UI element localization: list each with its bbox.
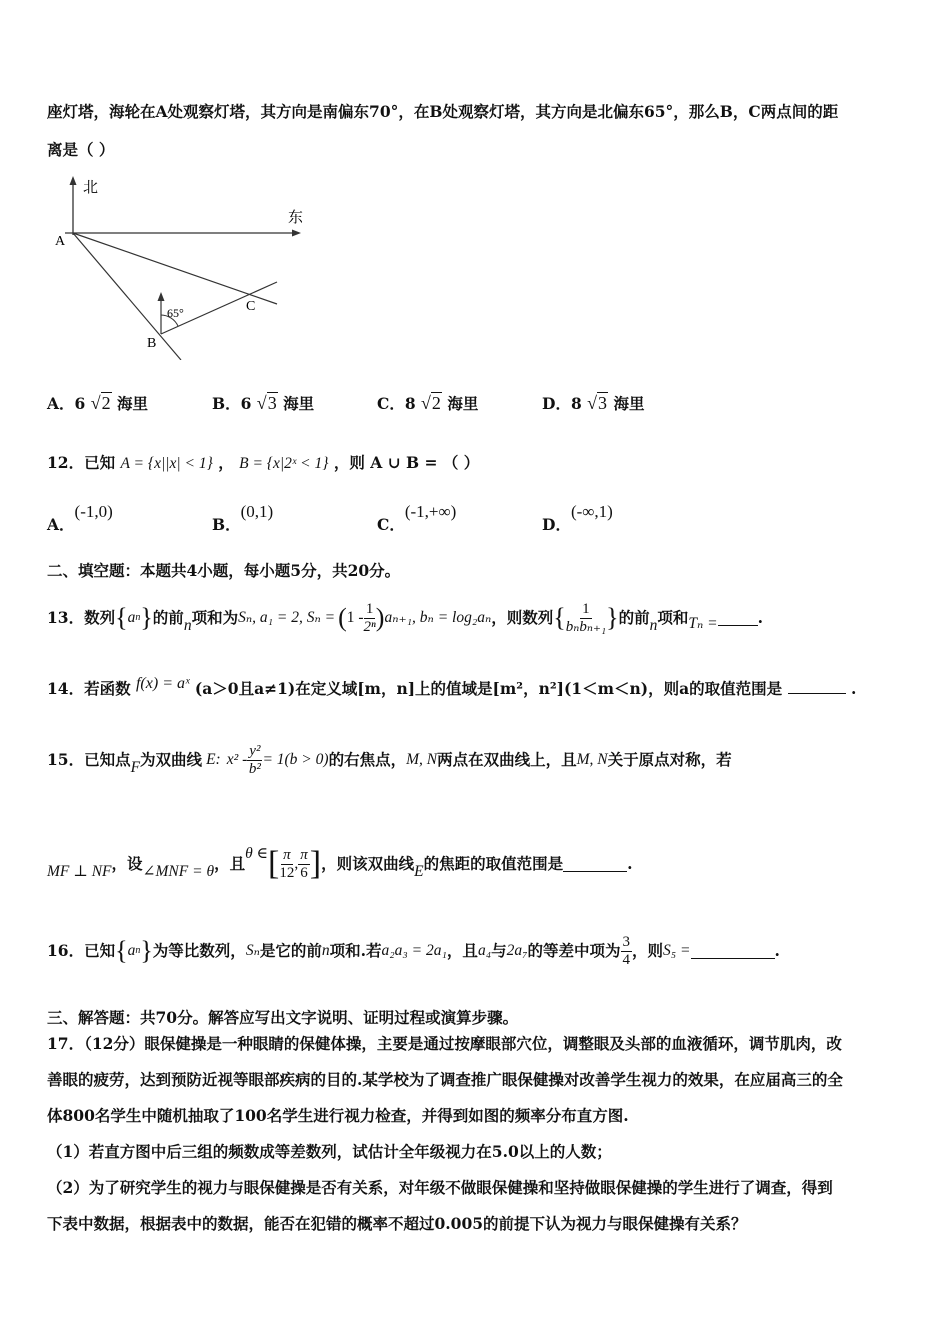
q12-option-c: C．(-1,+∞) (377, 502, 457, 534)
set-a: A = {x||x| < 1} (120, 455, 213, 472)
angle-label: 65° (167, 306, 184, 320)
fraction: $\frac{3}{4}$ (622, 933, 630, 968)
q11-figure (45, 170, 315, 360)
q17-line1: 17．（12分）眼保健操是一种眼睛的保健体操，主要是通过按摩眼部穴位，调整眼及头部的血液循环，调节肌肉，改 (47, 1034, 842, 1053)
q11-option-b: B．6 √3 海里 (212, 393, 315, 413)
east-label: 东 (288, 210, 304, 226)
q17-line3: 体800名学生中随机抽取了100名学生进行视力检查，并得到如图的频率分布直方图. (47, 1106, 629, 1125)
q11-option-a: A．6 √2 海里 (47, 393, 149, 413)
q13-stem: 13．数列 { a n } 的前 n 项和为 Sₙ, a₁ = 2, Sₙ = ( 1 - $\frac{1}{\text{2ⁿ}}$ ) aₙ₊₁, bₙ = log₂aₙ ，则数列 { $\frac{1}{\text{bₙbₙ₊₁}}$ } 的前 n 项和 Tₙ = . (47, 600, 763, 635)
fraction: $\frac{\pi}{12}$ (279, 846, 295, 881)
sqrt-symbol: √2 (421, 393, 441, 413)
answer-blank[interactable] (691, 944, 775, 959)
q12-option-a: A．(-1,0) (47, 502, 113, 534)
east-arrow (292, 230, 301, 237)
answer-blank[interactable] (563, 857, 627, 872)
answer-blank[interactable] (718, 611, 758, 626)
sqrt-symbol: √3 (256, 393, 277, 413)
section-2-heading: 二、填空题：本题共4小题，每小题5分，共20分。 (47, 561, 401, 580)
q17-line4: （1）若直方图中后三组的频数成等差数列，试估计全年级视力在5.0以上的人数； (47, 1142, 612, 1161)
set-b: B = {x|2ˣ < 1} (239, 455, 329, 472)
q17-line5: （2）为了研究学生的视力与眼保健操是否有关系，对年级不做眼保健操和坚持做眼保健操的学生进行了调查，得到 (47, 1178, 833, 1197)
north-arrow (70, 176, 77, 185)
q17-line2: 善眼的疲劳，达到预防近视等眼部疾病的目的.某学校为了调查推广眼保健操对改善学生视力的效果，在应届高三的全 (47, 1070, 843, 1089)
north-label: 北 (83, 180, 99, 196)
fraction: $\frac{1}{\text{2ⁿ}}$ (363, 600, 376, 635)
fraction: $\frac{\text{y²}}{\text{b²}}$ (248, 742, 261, 777)
sqrt-symbol: √3 (587, 393, 608, 413)
sqrt-symbol: √2 (90, 393, 111, 413)
q17-line6: 下表中数据，根据表中的数据，能否在犯错的概率不超过0.005的前提下认为视力与眼保健操有关系？ (47, 1214, 747, 1233)
fraction: $\frac{1}{\text{bₙbₙ₊₁}}$ (565, 600, 607, 635)
q15-stem: 15．已知点 F 为双曲线 E: x² - $\frac{\text{y²}}{\text{b²}}$ = 1(b > 0) 的右焦点， M, N 两点在双曲线上，且 M, N 关于原点对称，若 (47, 742, 732, 777)
q11-line1: 座灯塔，海轮在A处观察灯塔，其方向是南偏东70°，在B处观察灯塔，其方向是北偏东65°，那么B，C两点间的距 (47, 102, 839, 121)
q14-stem: 14．若函数 f(x) = aˣ (a＞0且a≠1)在定义域[m，n]上的值域是[m²，n²](1＜m＜n)，则a的取值范围是 . (47, 675, 857, 698)
section-3-heading: 三、解答题：共70分。解答应写出文字说明、证明过程或演算步骤。 (47, 1008, 519, 1027)
fraction: $\frac{\pi}{6}$ (300, 846, 308, 881)
point-b-label: B (147, 336, 157, 351)
q12-stem: 12．已知 A = {x||x| < 1} ， B = {x|2ˣ < 1} ，则 A ∪ B = （ ） (47, 453, 480, 472)
q15-stem-cont: MF ⊥ NF ，设 ∠MNF = θ ，且 θ ∈ [ $\frac{\pi}{12}$ , $\frac{\pi}{6}$ ] ，则该双曲线 E 的焦距的取值范围是 . (47, 845, 633, 882)
q11-line2: 离是（ ） (47, 140, 115, 159)
point-c-label: C (246, 299, 256, 314)
q11-option-d: D．8 √3 海里 (542, 393, 645, 413)
answer-blank[interactable] (788, 679, 846, 694)
q12-option-d: D．(-∞,1) (542, 502, 613, 534)
q11-option-c: C．8 √2 海里 (377, 393, 479, 413)
q12-option-b: B．(0,1) (212, 502, 274, 534)
b-north-arrow (158, 292, 165, 301)
point-a-label: A (55, 234, 66, 249)
q16-stem: 16．已知 { a n } 为等比数列， Sₙ 是它的前 n 项和.若 a₂a₃ = 2a₁ ，且 a₄ 与 2a₇ 的等差中项为 $\frac{3}{4}$ ，则 S₅ = . (47, 933, 780, 968)
